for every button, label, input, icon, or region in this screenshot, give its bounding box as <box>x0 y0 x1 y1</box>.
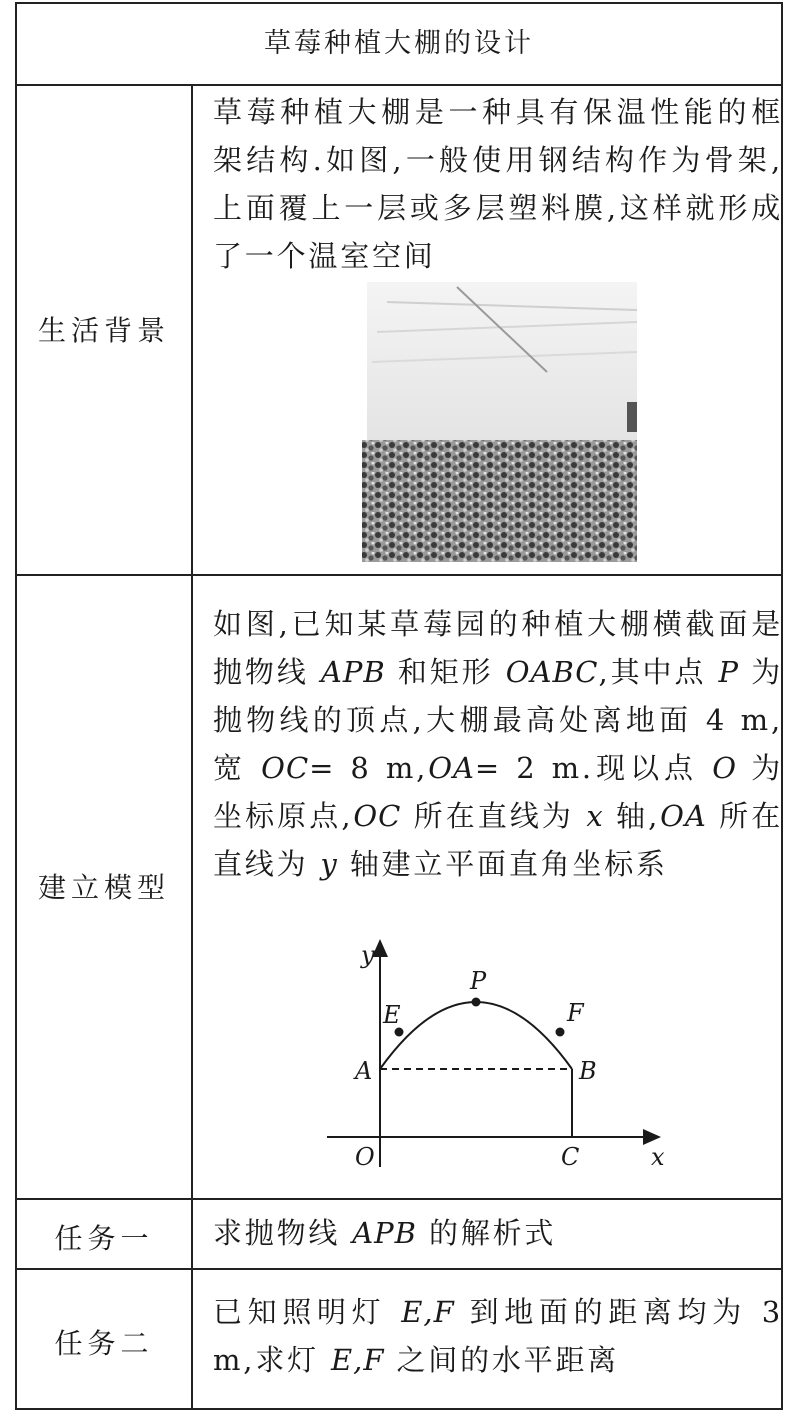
label-background: 生活背景 <box>37 314 170 347</box>
column-divider <box>191 84 193 1408</box>
point-f <box>556 1028 565 1037</box>
label-f: F <box>567 999 584 1027</box>
table-title: 草莓种植大棚的设计 <box>264 28 534 59</box>
task2-text: 已知照明灯 E,F 到地面的距离均为 3 m,求灯 E,F 之间的水平距离 <box>213 1295 783 1377</box>
label-e: E <box>383 1001 401 1029</box>
background-text: 草莓种植大棚是一种具有保温性能的框架结构.如图,一般使用钢结构作为骨架,上面覆上一层或多层塑料膜,这样就形成了一个温室空间 <box>213 95 783 273</box>
label-b: B <box>579 1057 597 1085</box>
label-o: O <box>355 1143 375 1171</box>
parabola-diagram <box>317 929 697 1189</box>
parabola-apb <box>380 1002 572 1069</box>
row-divider <box>17 1268 781 1270</box>
task1-text: 求抛物线 APB 的解析式 <box>213 1216 557 1250</box>
greenhouse-photo <box>347 282 637 562</box>
label-a: A <box>355 1057 373 1085</box>
label-p: P <box>470 967 487 995</box>
label-model: 建立模型 <box>37 871 170 904</box>
label-x: x <box>651 1143 665 1171</box>
design-table <box>15 2 783 1410</box>
model-text: 如图,已知某草莓园的种植大棚横截面是抛物线 APB 和矩形 OABC,其中点 P 为抛物线的顶点,大棚最高处离地面 4 m,宽 OC= 8 m,OA= 2 m.现以点 O 为坐标原点,OC 所在直线为 x 轴,OA 所在直线为 y 轴建立平面直角坐标系 <box>213 607 784 881</box>
label-task2: 任务二 <box>54 1327 154 1360</box>
row-divider <box>17 1198 781 1200</box>
label-c: C <box>561 1143 580 1171</box>
row-divider <box>17 84 781 86</box>
row-divider <box>17 574 781 576</box>
label-task1: 任务一 <box>54 1222 154 1255</box>
label-y: y <box>361 941 375 969</box>
point-p <box>472 998 481 1007</box>
